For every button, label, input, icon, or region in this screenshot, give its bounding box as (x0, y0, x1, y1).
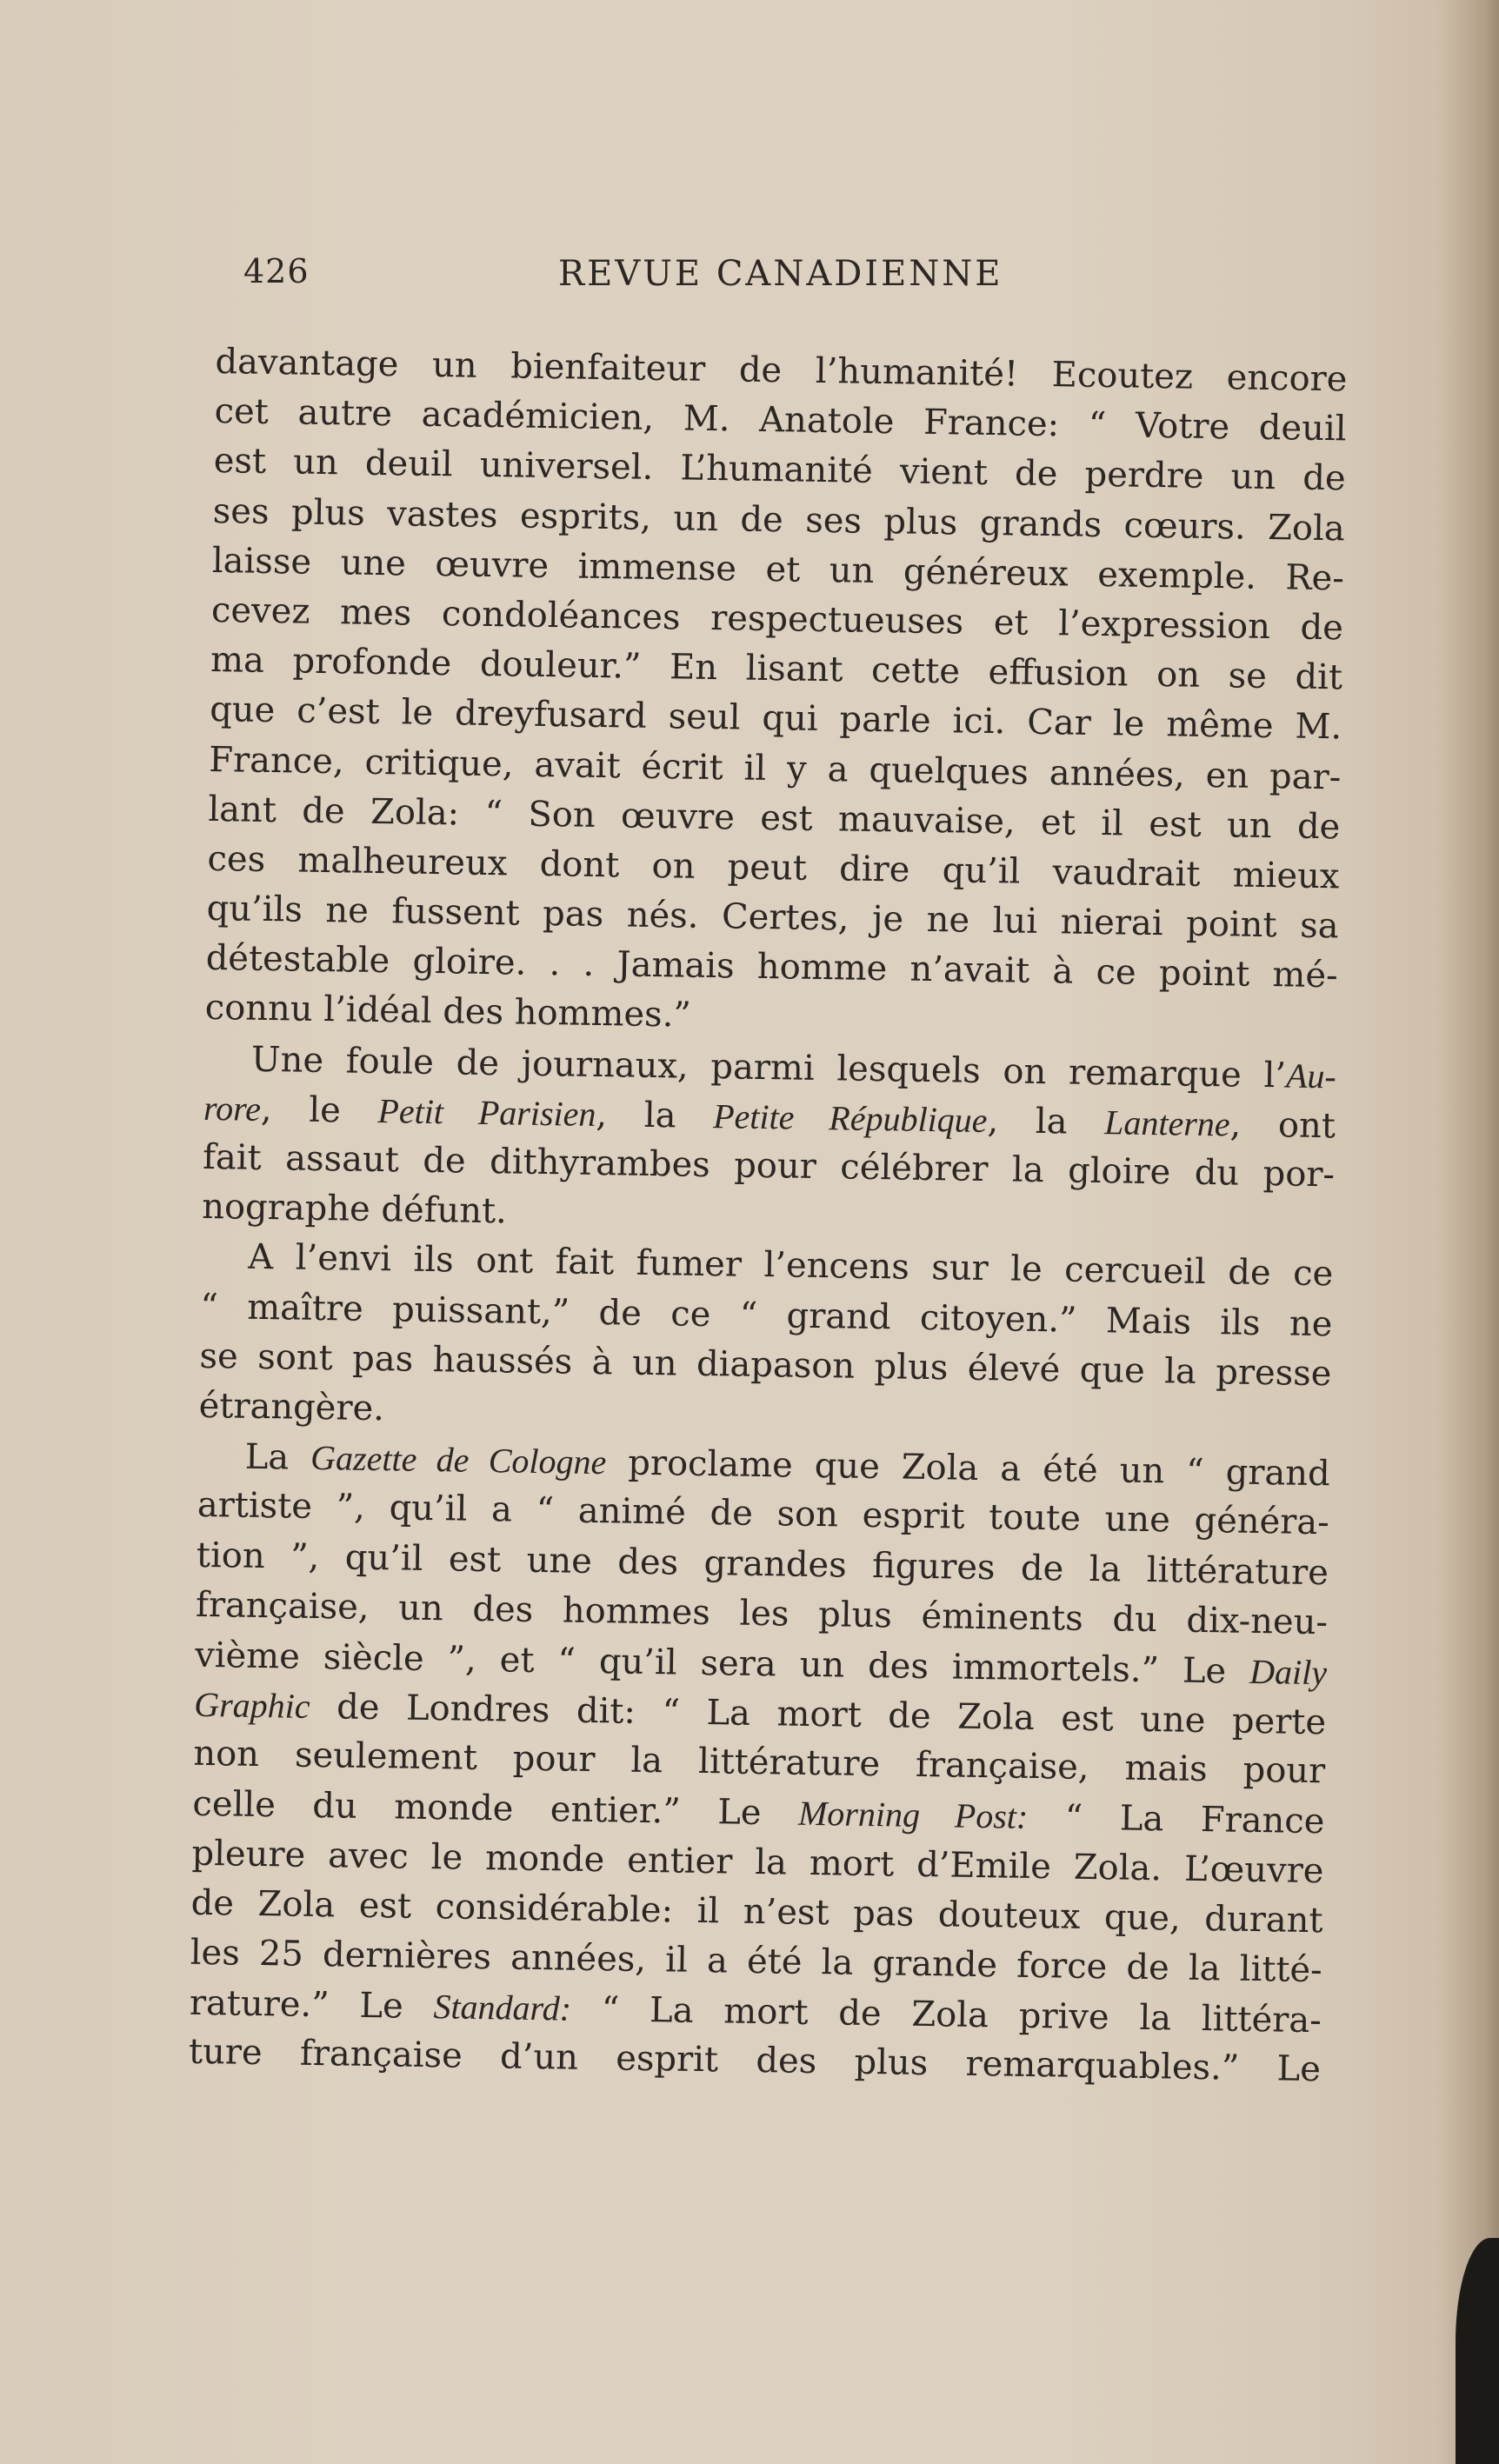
text-line: celle du monde entier.” Le Morning Post: “ La France (192, 1784, 1325, 1842)
text-line: rature.” Le Standard: “ La mort de Zola prive la littéra- (189, 1982, 1322, 2041)
text-line: se sont pas haussés à un diapason plus élevé que la presse (199, 1335, 1332, 1395)
italic-title: rore (203, 1088, 262, 1129)
text-line: davantage un bienfaiteur de l’humanité! Ecoutez encore (215, 341, 1348, 400)
italic-title: Petite République (712, 1095, 988, 1140)
text-line: lant de Zola: “ Son œuvre est mauvaise, et il est un de (208, 789, 1341, 848)
book-spine-edge (1482, 0, 1499, 2464)
text-line: artiste ”, qu’il a “ animé de son esprit toute une généra- (197, 1485, 1330, 1543)
page-number: 426 (243, 252, 310, 290)
text-line: nographe défunt. (201, 1187, 508, 1232)
text-line: ma profonde douleur.” En lisant cette effusion on se dit (210, 640, 1343, 698)
italic-title: Gazette de Cologne (310, 1438, 607, 1482)
text-line: française, un des hommes les plus éminents du dix-neu- (195, 1584, 1329, 1642)
italic-title: Daily (1249, 1651, 1328, 1693)
italic-title: Au- (1285, 1056, 1337, 1095)
italic-title: Morning Post: (797, 1794, 1029, 1837)
text-line: cet autre académicien, M. Anatole France: “ Votre deuil (214, 391, 1347, 450)
text-line: étrangère. (198, 1385, 385, 1429)
text-line: de Zola est considérable: il n’est pas douteux que, durant (190, 1882, 1323, 1941)
text-line: connu l’idéal des hommes.” (204, 988, 692, 1036)
text-line: vième siècle ”, et “ qu’il sera un des immortels.” Le Daily (194, 1635, 1328, 1693)
text-line: détestable gloire. . . Jamais homme n’avait à ce point mé- (205, 938, 1338, 996)
italic-title: Graphic (193, 1684, 310, 1726)
text-line: Une foule de journaux, parmi lesquels on remarque l’Au- (250, 1039, 1337, 1096)
text-line: qu’ils ne fussent pas nés. Certes, je ne lui nierai point sa (206, 888, 1339, 947)
text-line: “ maître puissant,” de ce “ grand citoyen.” Mais ils ne (200, 1286, 1333, 1344)
text-line: les 25 dernières années, il a été la grande force de la litté- (190, 1932, 1323, 1991)
text-line: France, critique, avait écrit il y a quelques années, en par- (209, 739, 1342, 797)
text-line: rore, le Petit Parisien, la Petite République, la Lanterne, ont (203, 1088, 1336, 1147)
running-title: REVUE CANADIENNE (558, 254, 1003, 294)
italic-title: Standard: (433, 1987, 572, 2028)
text-line: A l’envi ils ont fait fumer l’encens sur le cercueil de ce (248, 1237, 1334, 1295)
text-line: La Gazette de Cologne proclame que Zola a été un “ grand (244, 1436, 1330, 1495)
text-line: Graphic de Londres dit: “ La mort de Zola est une perte (193, 1684, 1327, 1743)
text-line: fait assaut de dithyrambes pour célébrer la gloire du por- (202, 1136, 1336, 1195)
text-line: cevez mes condoléances respectueuses et l’expression de (210, 589, 1344, 649)
text-line: ses plus vastes esprits, un de ses plus grands cœurs. Zola (212, 490, 1346, 549)
italic-title: Lanterne (1103, 1102, 1230, 1144)
italic-title: Petit Parisien (377, 1090, 596, 1134)
body-text (189, 337, 1348, 2095)
text-line: tion ”, qu’il est une des grandes figures de la littérature (196, 1535, 1329, 1593)
text-line: pleure avec le monde entier la mort d’Emile Zola. L’œuvre (191, 1833, 1324, 1891)
text-line: laisse une œuvre immense et un généreux exemple. Re- (211, 540, 1345, 599)
text-line: non seulement pour la littérature française, mais pour (193, 1734, 1326, 1792)
text-line: ces malheureux dont on peut dire qu’il vaudrait mieux (207, 838, 1340, 897)
text-line: est un deuil universel. L’humanité vient de perdre un de (213, 441, 1346, 499)
text-line: ture française d’un esprit des plus remarquables.” Le (188, 2032, 1322, 2090)
text-line: que c’est le dreyfusard seul qui parle ici. Car le même M. (209, 689, 1342, 748)
page-header (243, 252, 1035, 304)
